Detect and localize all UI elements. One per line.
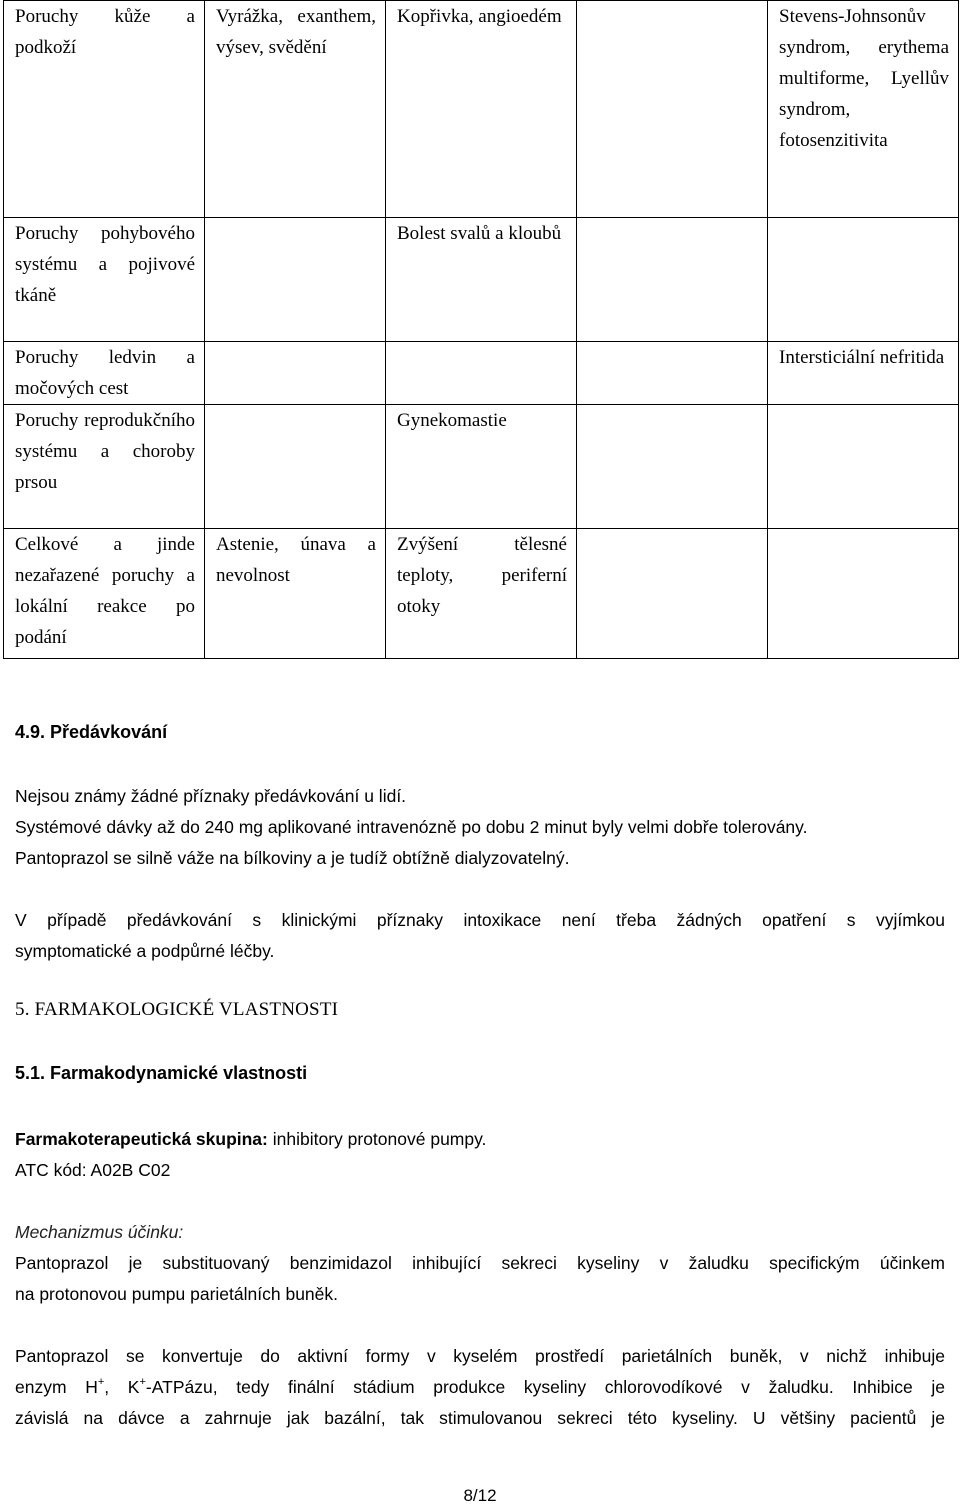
mechanism-paragraph-2-line1: Pantoprazol se konvertuje do aktivní formy v kyselém prostředí parietálních buněk, v nichž inhibuje [15, 1346, 945, 1366]
table-cell [205, 1, 386, 218]
cell-text: Astenie, únava a nevolnost [216, 534, 376, 586]
table-row [4, 342, 959, 405]
table-cell [205, 218, 386, 342]
pharmacotherapeutic-group [15, 1124, 486, 1155]
group-value: inhibitory protonové pumpy. [267, 1129, 487, 1149]
table-cell [386, 529, 577, 659]
mechanism-label: Mechanizmus účinku: [15, 1222, 184, 1242]
adverse-reactions-table [3, 0, 959, 659]
table-cell [386, 405, 577, 529]
table-cell [577, 218, 768, 342]
table-cell [577, 405, 768, 529]
mechanism-paragraph-1-line2: na protonovou pumpu parietálních buněk. [15, 1284, 339, 1304]
cell-text: Gynekomastie [397, 410, 507, 431]
table-cell-organ [4, 218, 205, 342]
cell-text: Celkové a jinde nezařazené poruchy a lokální reakce po podání [15, 534, 195, 648]
table-cell [205, 405, 386, 529]
table-cell [386, 218, 577, 342]
table-cell [386, 342, 577, 405]
table-cell [768, 218, 959, 342]
table-cell [577, 1, 768, 218]
mechanism-paragraph-2-line2 [15, 1372, 945, 1403]
section-heading-5: 5. FARMAKOLOGICKÉ VLASTNOSTI [15, 999, 339, 1020]
mechanism-paragraph-2-line3: závislá na dávce a zahrnuje jak bazální, tak stimulovanou sekreci této kyseliny. U většiny pacientů je [15, 1408, 945, 1428]
text-run: , K [104, 1377, 140, 1397]
cell-text: Poruchy kůže a podkoží [15, 6, 195, 58]
superscript: + [97, 1376, 105, 1388]
superscript: + [139, 1376, 146, 1388]
table-cell [577, 529, 768, 659]
cell-text: Stevens-Johnsonův syndrom, erythema multiforme, Lyellův syndrom, fotosenzitivita [779, 6, 949, 151]
section-heading-4-9: 4.9. Předávkování [15, 722, 168, 742]
section-heading-5-1: 5.1. Farmakodynamické vlastnosti [15, 1063, 308, 1083]
table-cell [768, 342, 959, 405]
table-cell-organ [4, 529, 205, 659]
mechanism-paragraph-1-line1: Pantoprazol je substituovaný benzimidazol inhibující sekreci kyseliny v žaludku specifickým účinkem [15, 1253, 945, 1273]
paragraph-overdose-4-line1: V případě předávkování s klinickými příznaky intoxikace není třeba žádných opatření s vyjímkou [15, 910, 945, 930]
paragraph-overdose-1: Nejsou známy žádné příznaky předávkování u lidí. [15, 786, 407, 806]
cell-text: Kopřivka, angioedém [397, 6, 562, 27]
paragraph-overdose-3: Pantoprazol se silně váže na bílkoviny a je tudíž obtížně dialyzovatelný. [15, 848, 570, 868]
cell-text: Vyrážka, exanthem, výsev, svědění [216, 6, 376, 58]
page-number: 8/12 [463, 1486, 497, 1505]
table-cell [577, 342, 768, 405]
paragraph-overdose-4-line2: symptomatické a podpůrné léčby. [15, 941, 275, 961]
table-cell [205, 529, 386, 659]
table-row [4, 1, 959, 218]
table-cell-organ [4, 405, 205, 529]
table-cell-organ [4, 342, 205, 405]
cell-text: Intersticiální nefritida [779, 347, 945, 368]
paragraph-overdose-2: Systémové dávky až do 240 mg aplikované intravenózně po dobu 2 minut byly velmi dobře tolerovány. [15, 817, 808, 837]
table-row [4, 529, 959, 659]
cell-text: Poruchy reprodukčního systému a choroby prsou [15, 410, 195, 493]
table-row [4, 218, 959, 342]
cell-text: Bolest svalů a kloubů [397, 223, 562, 244]
cell-text: Poruchy pohybového systému a pojivové tkáně [15, 223, 195, 306]
table-cell [768, 529, 959, 659]
text-run: enzym H [15, 1377, 98, 1397]
text-run: -ATPázu, tedy finální stádium produkce kyseliny chlorovodíkové v žaludku. Inhibice je [145, 1377, 945, 1397]
table-cell [386, 1, 577, 218]
table-row [4, 405, 959, 529]
table-cell [768, 405, 959, 529]
table-cell-organ [4, 1, 205, 218]
table-cell [768, 1, 959, 218]
table-cell [205, 342, 386, 405]
group-label: Farmakoterapeutická skupina: [15, 1129, 268, 1149]
cell-text: Zvýšení tělesné teploty, periferní otoky [397, 534, 567, 617]
atc-code: ATC kód: A02B C02 [15, 1160, 171, 1180]
cell-text: Poruchy ledvin a močových cest [15, 347, 195, 399]
